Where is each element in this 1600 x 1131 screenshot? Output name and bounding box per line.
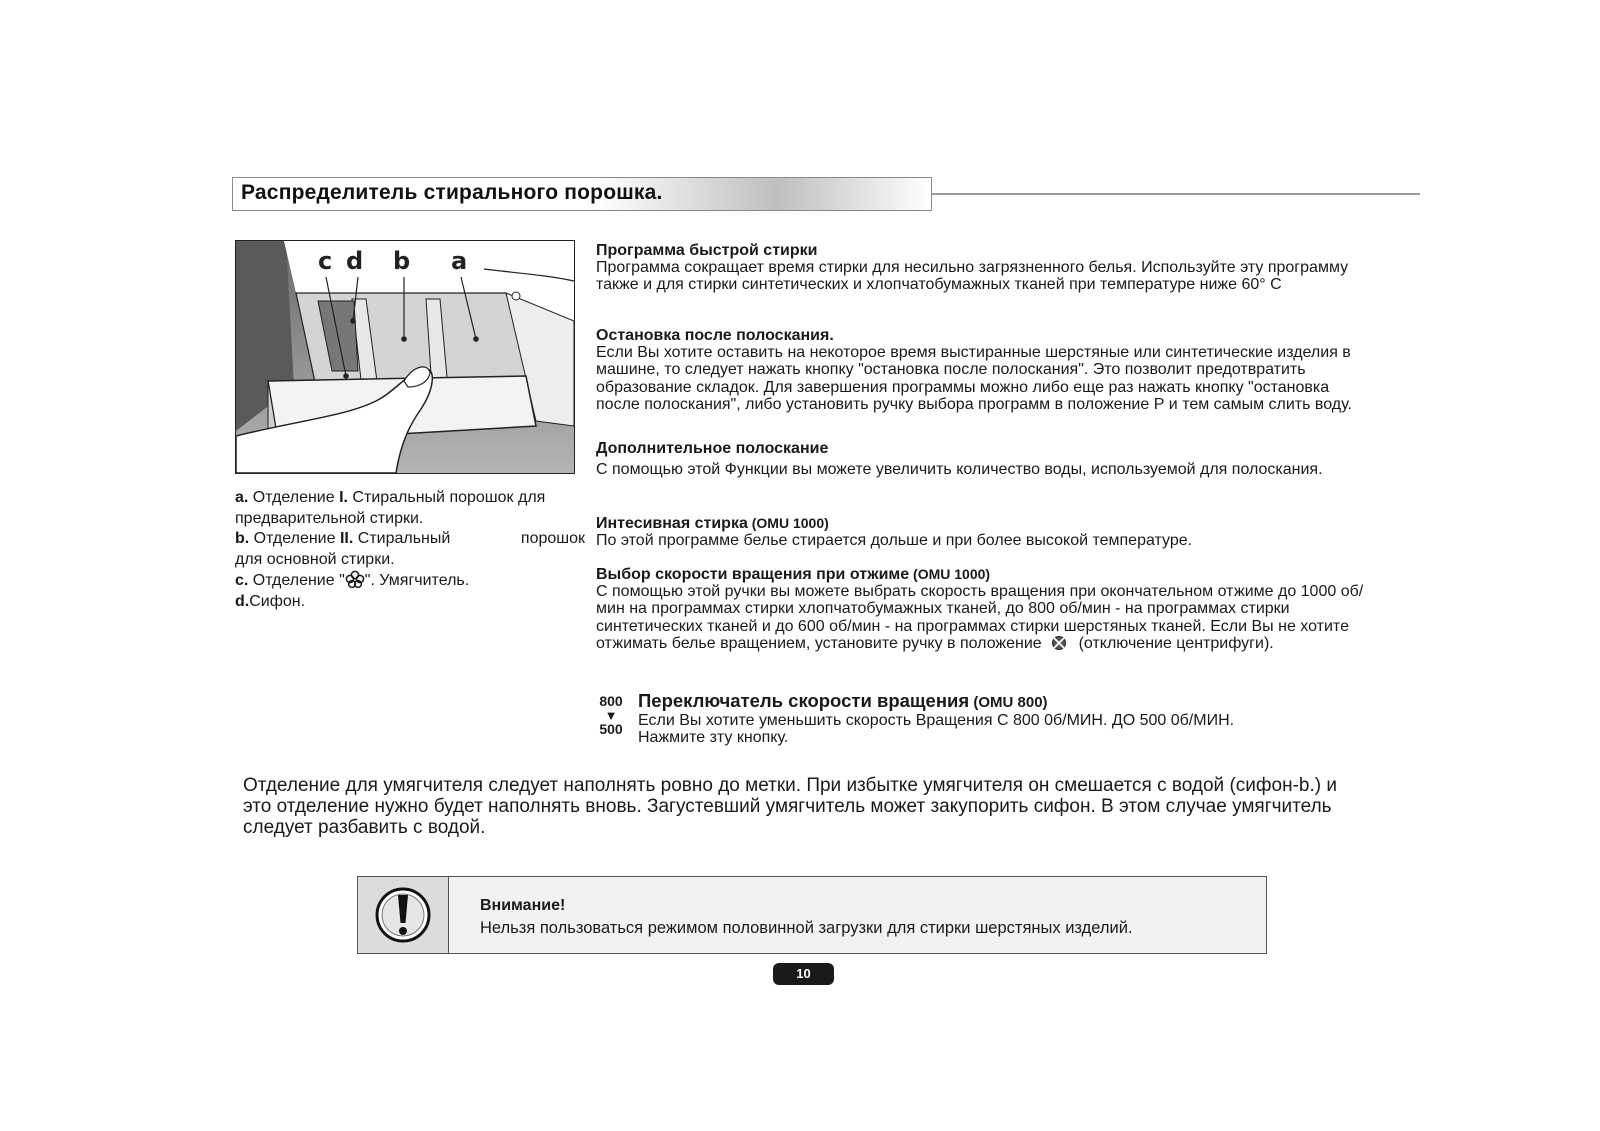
dispenser-illustration [235,240,575,474]
exclamation-icon [358,877,448,953]
warning-text: Нельзя пользоваться режимом половинной загрузки для стирки шерстяных изделий. [480,919,1133,937]
section-text: По этой программе белье стирается дольше и при более высокой температуре. [596,532,1193,550]
page-number: 10 [773,963,834,985]
section-header [232,177,932,211]
section-title: Остановка после полоскания. [596,327,834,344]
section-text: С помощью этой Функции вы можете увеличить количество воды, используемой для полоскания. [596,461,1323,479]
section-spin-select [596,566,1376,652]
section-rinse-hold [596,327,1376,413]
header-rule [932,193,1420,195]
legend-item-c: c. Отделение " ". Умягчитель. [235,572,470,590]
legend-item-a: a. Отделение I. Стиральный порошок для предварительной стирки. [235,489,546,527]
down-arrow-icon: ▼ [604,708,618,723]
section-title: Выбор скорости вращения при отжиме (OMU 1000) [596,566,991,583]
label-b: b [393,247,411,275]
section-title: Программа быстрой стирки [596,242,818,259]
section-text: Если Вы хотите оставить на некоторое время выстиранные шерстяные или синтетические изделия в машине, то следует нажать кнопку "остановка после полоскания". Это позволит предотвратить образование складок. Для завершения программы можно либо еще раз нажать кнопку "остановка после полоскания", либо установить ручку выбора программ в положение Р и тем самым слить воду. [596,344,1352,413]
spin-speed-badge: 800 ▼ 500 [595,694,627,737]
section-text: Программа сокращает время стирки для несильно загрязненного белья. Используйте эту программу также и для стирки синтетических и хлопчатобумажных тканей при температуре ниже 60° С [596,259,1349,294]
warning-box [357,876,1267,954]
legend-item-d: d.Сифон. [235,592,306,610]
section-text-line1: Если Вы хотите уменьшить скорость Вращения С 800 0б/МИН. ДО 500 0б/МИН. [638,712,1235,729]
no-spin-icon [1050,635,1068,651]
softener-paragraph: Отделение для умягчителя следует наполнять ровно до метки. При избытке умягчителя он смешается с водой (сифон-b.) и это отделение нужно будет наполнять вновь. Загустевший умягчитель может закупорить сифон. В этом случае умягчитель следует разбавить с водой. [243,775,1337,838]
section-spin-switch [638,691,1378,746]
label-d: d [346,247,364,275]
legend-item-b-cont: для основной стирки. [235,550,395,568]
warning-icon-cell [358,877,449,953]
warning-title: Внимание! [480,897,566,914]
flower-softener-icon [345,570,365,588]
section-quick-wash [596,242,1376,294]
section-extra-rinse [596,440,1376,478]
section-text-line2: Нажмите зту кнопку. [638,729,789,747]
compartment-legend [235,488,585,613]
label-a: a [451,247,468,275]
section-title: Интесивная стирка (OMU 1000) [596,515,829,532]
section-title: Переключатель скорости вращения (OMU 800) [638,690,1048,711]
section-title: Дополнительное полоскание [596,440,829,457]
dispenser-drawing [236,241,574,473]
page-title: Распределитель стирального порошка. [241,181,663,204]
section-text: С помощью этой ручки вы можете выбрать скорость вращения при окончательном отжиме до 1000 об/мин на программах стирки хлопчатобумажных тканей, до 800 об/мин - на программах стирки синтетических тканей и до 600 об/мин - на программах стирки шерстяных тканей. Если Вы не хотите отжимать белье вращением, установите ручку в положение (отключение центрифуги). [596,583,1364,652]
section-intensive [596,515,1376,549]
label-c: c [318,247,333,275]
legend-item-b: b. Отделение II. Стиральный порошок [235,530,585,548]
